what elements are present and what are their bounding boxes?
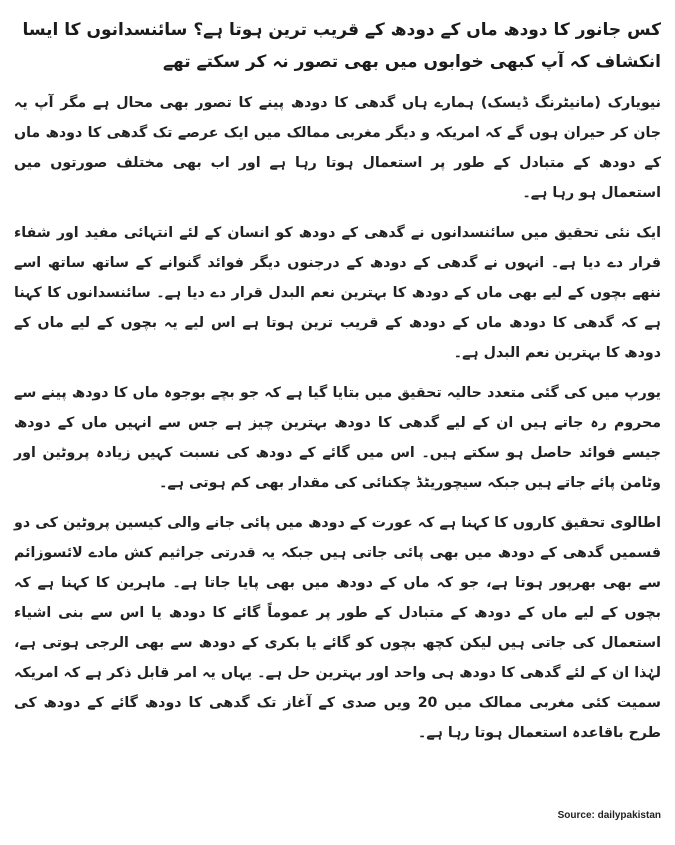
article-paragraph: یورپ میں کی گئی متعدد حالیہ تحقیق میں بتایا گیا ہے کہ جو بچے بوجوہ ماں کا دودھ پینے سے محروم رہ جاتے ہیں ان کے لیے گدھی کا دودھ بہترین چیز ہے جس سے انہیں ماں کے دودھ جیسے فوائد حاصل ہو سکتے ہیں۔ اس میں گائے کے دودھ کی نسبت کہیں زیادہ پروٹین اور وٹامن پائے جاتے ہیں جبکہ سیچوریٹڈ چکنائی کی مقدار بھی کم ہوتی ہے۔: [14, 385, 661, 491]
source-credit: Source: dailypakistan: [557, 810, 661, 821]
article-headline: کس جانور کا دودھ ماں کے دودھ کے قریب ترین ہوتا ہے؟ سائنسدانوں کا ایسا انکشاف کہ آپ کبھی خوابوں میں بھی تصور نہ کر سکتے تھے: [22, 20, 661, 72]
article-paragraph: ایک نئی تحقیق میں سائنسدانوں نے گدھی کے دودھ کو انسان کے لئے انتہائی مفید اور شفاء قرار دے دیا ہے۔ انہوں نے گدھی کے دودھ کے درجنوں دیگر فوائد گنوانے کے ساتھ ساتھ اسے ننھے بچوں کے لیے بھی ماں کے دودھ کا بہترین نعم البدل قرار دے دیا ہے۔ سائنسدانوں کا کہنا ہے کہ گدھی کا دودھ ماں کے دودھ کے قریب ترین ہوتا ہے اس لیے یہ بچوں کے لیے ماں کے دودھ کا بہترین نعم البدل ہے۔: [14, 225, 661, 361]
article-paragraph: نیویارک (مانیٹرنگ ڈیسک) ہمارے ہاں گدھی کا دودھ پینے کا تصور بھی محال ہے مگر آپ یہ جان کر حیران ہوں گے کہ امریکہ و دیگر مغربی ممالک میں ایک عرصے تک گدھی کا دودھ ماں کے دودھ کے متبادل کے طور پر استعمال ہوتا رہا ہے اور اب بھی مختلف صورتوں میں استعمال ہو رہا ہے۔: [14, 95, 661, 201]
article-paragraph: اطالوی تحقیق کاروں کا کہنا ہے کہ عورت کے دودھ میں پائی جانے والی کیسین پروٹین کی دو قسمیں گدھی کے دودھ میں بھی پائی جاتی ہیں جبکہ یہ قدرتی جراثیم کش مادے لائسوزائم سے بھی بھرپور ہوتا ہے، جو کہ ماں کے دودھ میں بھی پایا جاتا ہے۔ ماہرین کا کہنا ہے کہ بچوں کے لیے ماں کے دودھ کے متبادل کے طور پر عموماً گائے کا دودھ یا اس سے بنی اشیاء استعمال کی جاتی ہیں لیکن کچھ بچوں کو گائے یا بکری کے دودھ سے بھی الرجی ہوتی ہے، لہٰذا ان کے لئے گدھی کا دودھ ہی واحد اور بہترین حل ہے۔ یہاں یہ امر قابل ذکر ہے کہ امریکہ سمیت کئی مغربی ممالک میں 20 ویں صدی کے آغاز تک گدھی کا دودھ گائے کے دودھ کی طرح باقاعدہ استعمال ہوتا رہا ہے۔: [14, 515, 661, 741]
